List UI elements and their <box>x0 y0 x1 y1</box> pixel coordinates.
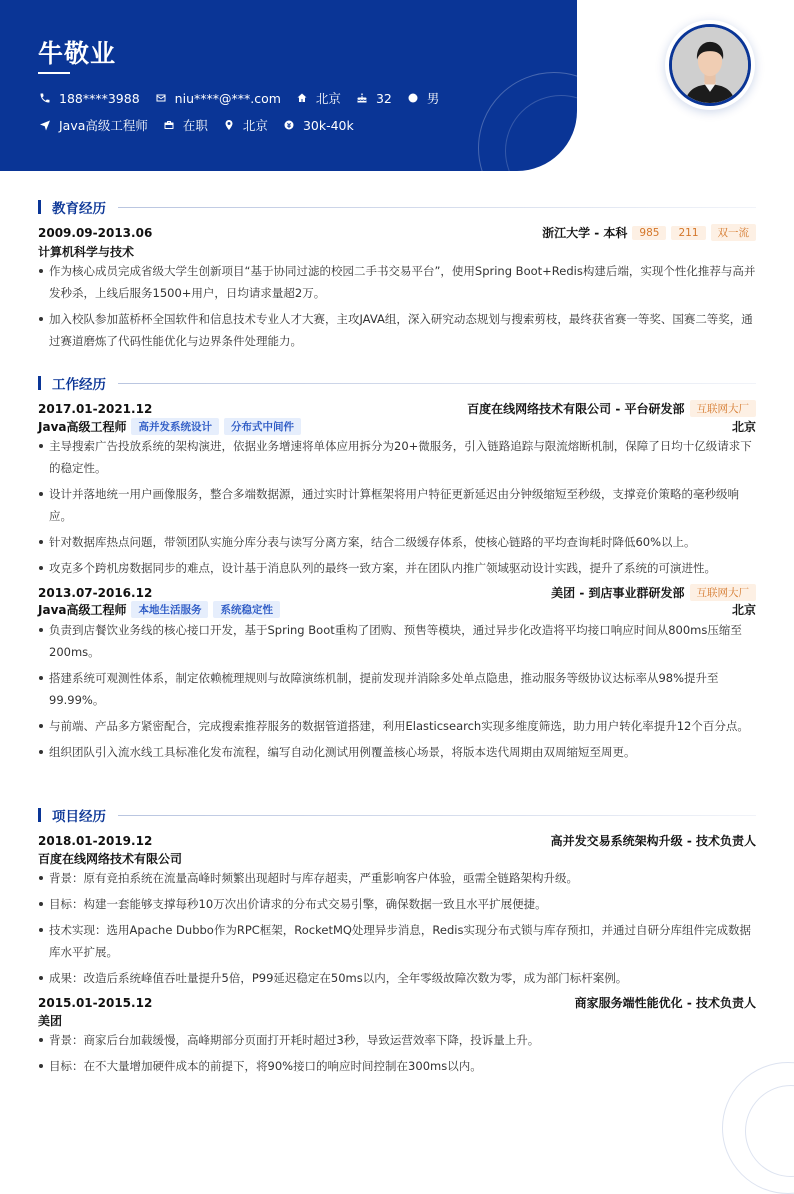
skill-tag: 分布式中间件 <box>224 418 301 435</box>
project-company-row <box>38 850 756 867</box>
education-bullets <box>38 260 756 352</box>
list-item: 组织团队引入流水线工具标准化发布流程，编写自动化测试用例覆盖核心场景，将版本迭代周期由双周缩短至周更。 <box>38 741 756 763</box>
project-company: 美团 <box>38 1014 63 1028</box>
job-city: 北京 <box>731 420 756 434</box>
skill-tag: 本地生活服务 <box>131 601 208 618</box>
job-position: Java高级工程师 <box>38 420 127 434</box>
list-item: 目标：构建一套能够支撑每秒10万次出价请求的分布式交易引擎，确保数据一致且水平扩展便捷。 <box>38 893 756 915</box>
school-tag: 985 <box>632 226 666 240</box>
job-company: 百度在线网络技术有限公司 - 平台研发部 <box>467 402 685 416</box>
cake-icon <box>355 91 369 105</box>
skill-tag: 系统稳定性 <box>213 601 280 618</box>
title-accent-bar <box>38 376 41 390</box>
job-city: 北京 <box>731 603 756 617</box>
list-item: 负责到店餐饮业务线的核心接口开发，基于Spring Boot重构了团购、预售等模块，通过异步化改造将平均接口响应时间从800ms压缩至200ms。 <box>38 619 756 663</box>
job-position-row <box>38 418 756 435</box>
send-icon <box>38 118 52 132</box>
title-divider <box>118 207 756 208</box>
gender-text: 男 <box>426 91 440 106</box>
title-divider <box>118 815 756 816</box>
gender-item <box>406 89 440 107</box>
education-school-group <box>542 224 756 241</box>
education-major: 计算机科学与技术 <box>38 245 135 259</box>
salary-text: 30k-40k <box>302 117 354 133</box>
job-date: 2017.01-2021.12 <box>38 401 153 416</box>
job-position-row <box>38 601 756 618</box>
contact-row <box>38 89 453 107</box>
list-item: 成果：改造后系统峰值吞吐量提升5倍，P99延迟稳定在50ms以内，全年零级故障次数为零，成为部门标杆案例。 <box>38 967 756 989</box>
education-header-row <box>38 224 756 241</box>
age-text: 32 <box>375 90 392 106</box>
list-item: 攻克多个跨机房数据同步的难点，设计基于消息队列的最终一致方案，并在团队内推广领域驱动设计实践，提升了系统的可演进性。 <box>38 557 756 579</box>
education-date: 2009.09-2013.06 <box>38 225 153 240</box>
target-position-item <box>38 116 148 134</box>
project-bullets <box>38 1029 756 1077</box>
hometown-text: 北京 <box>315 91 341 106</box>
work-section-title <box>38 373 756 393</box>
job-company-group <box>551 584 756 601</box>
job-position-group <box>38 601 280 618</box>
project-header-row <box>38 832 756 849</box>
phone-icon <box>38 91 52 105</box>
age-item <box>355 91 392 106</box>
job-position: Java高级工程师 <box>38 603 127 617</box>
list-item: 背景：原有竞拍系统在流量高峰时频繁出现超时与库存超卖，严重影响客户体验，亟需全链路架构升级。 <box>38 867 756 889</box>
target-position-text: Java高级工程师 <box>59 118 148 133</box>
skill-tag: 高并发系统设计 <box>131 418 219 435</box>
job-position-group <box>38 418 301 435</box>
location-pin-icon <box>222 118 236 132</box>
name-underline <box>38 72 70 74</box>
candidate-name: 牛敬业 <box>38 39 117 68</box>
project-name: 商家服务端性能优化 - 技术负责人 <box>574 996 756 1010</box>
title-accent-bar <box>38 200 41 214</box>
avatar-frame <box>665 20 755 110</box>
project-company: 百度在线网络技术有限公司 <box>38 852 183 866</box>
title-accent-bar <box>38 808 41 822</box>
job-header-row <box>38 584 756 601</box>
project-bullets <box>38 867 756 989</box>
avatar <box>669 24 751 106</box>
list-item: 针对数据库热点问题，带领团队实施分库分表与读写分离方案，结合二级缓存体系，使核心链路的平均查询耗时降低60%以上。 <box>38 531 756 553</box>
money-icon <box>282 118 296 132</box>
education-school: 浙江大学 - 本科 <box>542 226 628 240</box>
target-city-text: 北京 <box>242 118 268 133</box>
project-header-row <box>38 994 756 1011</box>
status-text: 在职 <box>182 118 208 133</box>
industry-tag: 互联网大厂 <box>690 584 757 601</box>
project-date: 2018.01-2019.12 <box>38 833 153 848</box>
list-item: 背景：商家后台加载缓慢，高峰期部分页面打开耗时超过3秒，导致运营效率下降，投诉量上升。 <box>38 1029 756 1051</box>
email-text: niu****@***.com <box>174 90 281 106</box>
list-item: 与前端、产品多方紧密配合，完成搜索推荐服务的数据管道搭建，利用Elasticsearch实现多维度筛选，助力用户转化率提升12个百分点。 <box>38 715 756 737</box>
list-item: 作为核心成员完成省级大学生创新项目“基于协同过滤的校园二手书交易平台”，使用Spring Boot+Redis构建后端，实现个性化推荐与高并发秒杀，上线后服务1500+用户，日均请求量超2万。 <box>38 260 756 304</box>
gender-icon <box>406 91 420 105</box>
list-item: 技术实现：选用Apache Dubbo作为RPC框架，RocketMQ处理异步消息，Redis实现分布式锁与库存预扣，并通过自研分库组件完成数据库水平扩展。 <box>38 919 756 963</box>
section-title-text: 项目经历 <box>52 809 106 825</box>
job-header-row <box>38 400 756 417</box>
project-date: 2015.01-2015.12 <box>38 995 153 1010</box>
hometown-item <box>295 89 341 107</box>
school-tag: 211 <box>671 226 705 240</box>
list-item: 设计并落地统一用户画像服务，整合多端数据源，通过实时计算框架将用户特征更新延迟由分钟级缩短至秒级，支撑竞价策略的毫秒级响应。 <box>38 483 756 527</box>
education-section-title <box>38 197 756 217</box>
section-title-text: 工作经历 <box>52 377 106 393</box>
project-section-title <box>38 805 756 825</box>
briefcase-icon <box>162 118 176 132</box>
education-major-row <box>38 243 756 260</box>
home-icon <box>295 91 309 105</box>
project-company-row <box>38 1012 756 1029</box>
job-intent-row <box>38 116 368 134</box>
industry-tag: 互联网大厂 <box>690 400 757 417</box>
header-banner <box>0 0 577 171</box>
job-company-group <box>467 400 756 417</box>
job-bullets <box>38 435 756 579</box>
list-item: 加入校队参加蓝桥杯全国软件和信息技术专业人才大赛，主攻JAVA组，深入研究动态规划与搜索剪枝，最终获省赛一等奖、国赛二等奖，通过赛道磨炼了代码性能优化与边界条件处理能力。 <box>38 308 756 352</box>
school-tag: 双一流 <box>711 224 757 241</box>
list-item: 主导搜索广告投放系统的架构演进，依据业务增速将单体应用拆分为20+微服务，引入链路追踪与限流熔断机制，保障了日均十亿级请求下的稳定性。 <box>38 435 756 479</box>
job-company: 美团 - 到店事业群研发部 <box>551 586 685 600</box>
email-item <box>154 91 281 106</box>
salary-item <box>282 118 354 133</box>
status-item <box>162 116 208 134</box>
project-name: 高并发交易系统架构升级 - 技术负责人 <box>550 834 756 848</box>
target-city-item <box>222 116 268 134</box>
phone-item <box>38 91 140 106</box>
job-date: 2013.07-2016.12 <box>38 585 153 600</box>
title-divider <box>118 383 756 384</box>
phone-text: 188****3988 <box>59 90 140 106</box>
section-title-text: 教育经历 <box>52 201 106 217</box>
list-item: 搭建系统可观测性体系，制定依赖梳理规则与故障演练机制，提前发现并消除多处单点隐患，推动服务等级协议达标率从98%提升至99.99%。 <box>38 667 756 711</box>
mail-icon <box>154 91 168 105</box>
job-bullets <box>38 619 756 763</box>
list-item: 目标：在不大量增加硬件成本的前提下，将90%接口的响应时间控制在300ms以内。 <box>38 1055 756 1077</box>
